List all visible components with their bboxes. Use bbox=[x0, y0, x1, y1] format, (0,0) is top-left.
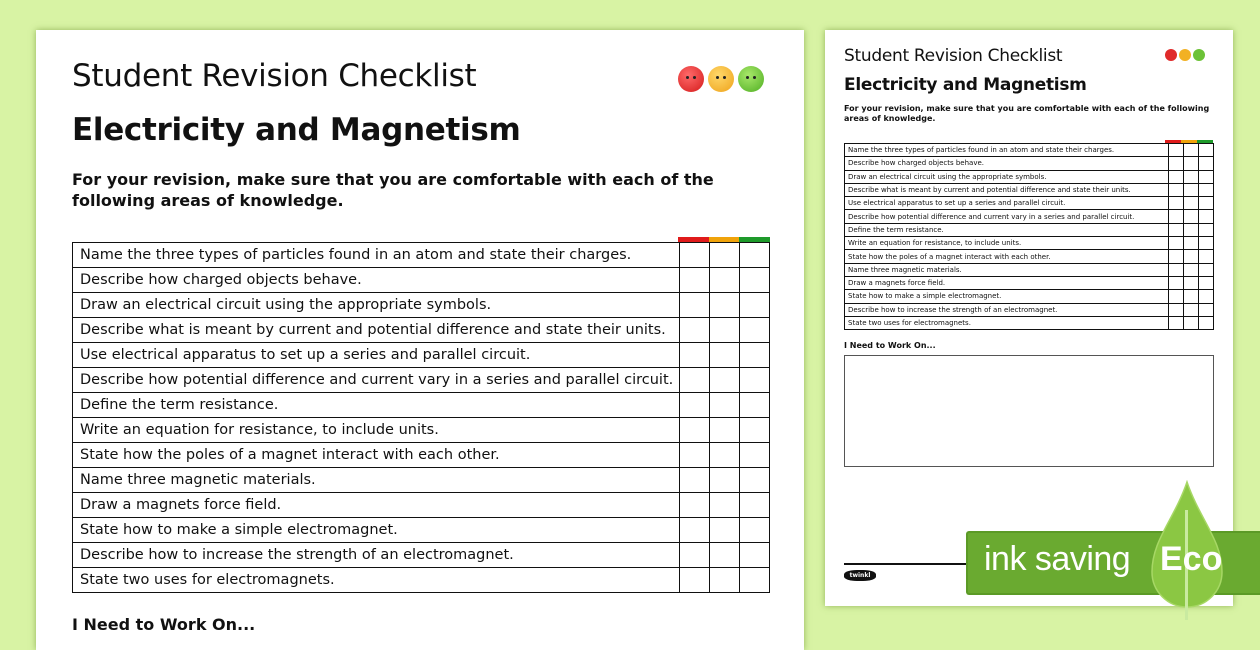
rating-cell-amber[interactable] bbox=[1184, 183, 1199, 196]
rating-cell-amber[interactable] bbox=[710, 243, 740, 268]
table-row bbox=[845, 210, 1214, 223]
intro-text: For your revision, make sure that you are comfortable with each of the following areas of knowledge. bbox=[72, 170, 714, 210]
checklist-statement: Draw a magnets force field. bbox=[845, 276, 1169, 289]
table-row bbox=[73, 318, 770, 343]
rating-cell-green[interactable] bbox=[1199, 263, 1214, 276]
document-page-preview-large bbox=[36, 30, 804, 650]
rating-cell-amber[interactable] bbox=[1184, 290, 1199, 303]
rating-cell-red[interactable] bbox=[680, 293, 710, 318]
rating-cell-red[interactable] bbox=[1169, 144, 1184, 157]
rating-cell-green[interactable] bbox=[1199, 170, 1214, 183]
page-title: Student Revision Checklist bbox=[72, 58, 477, 94]
work-on-label: I Need to Work On... bbox=[72, 615, 256, 634]
checklist-statement: Describe how charged objects behave. bbox=[73, 268, 680, 293]
table-row bbox=[845, 303, 1214, 316]
rating-cell-amber[interactable] bbox=[1184, 263, 1199, 276]
checklist-statement: Draw an electrical circuit using the appropriate symbols. bbox=[73, 293, 680, 318]
table-row bbox=[73, 568, 770, 593]
rating-cell-amber[interactable] bbox=[710, 518, 740, 543]
ink-saving-label: ink saving bbox=[984, 540, 1131, 578]
rating-cell-red[interactable] bbox=[680, 568, 710, 593]
table-row bbox=[845, 223, 1214, 236]
rating-cell-green[interactable] bbox=[740, 343, 770, 368]
rating-cell-red[interactable] bbox=[1169, 170, 1184, 183]
rating-cell-red[interactable] bbox=[1169, 276, 1184, 289]
rating-cell-red[interactable] bbox=[1169, 223, 1184, 236]
rating-faces bbox=[678, 66, 764, 92]
rating-cell-green[interactable] bbox=[740, 393, 770, 418]
table-row bbox=[845, 144, 1214, 157]
rating-cell-red[interactable] bbox=[680, 493, 710, 518]
table-row bbox=[845, 157, 1214, 170]
rating-cell-red[interactable] bbox=[680, 518, 710, 543]
rating-cell-red[interactable] bbox=[680, 393, 710, 418]
rating-cell-amber[interactable] bbox=[710, 568, 740, 593]
rating-cell-amber[interactable] bbox=[710, 318, 740, 343]
footer-line bbox=[844, 563, 974, 565]
rating-cell-red[interactable] bbox=[1169, 316, 1184, 329]
rating-cell-red[interactable] bbox=[680, 543, 710, 568]
work-on-box[interactable] bbox=[844, 355, 1214, 467]
table-row bbox=[73, 443, 770, 468]
rating-cell-red[interactable] bbox=[680, 418, 710, 443]
rating-cell-amber[interactable] bbox=[710, 468, 740, 493]
checklist-statement: Describe how potential difference and current vary in a series and parallel circuit. bbox=[845, 210, 1169, 223]
rating-cell-green[interactable] bbox=[740, 293, 770, 318]
rating-cell-green[interactable] bbox=[740, 568, 770, 593]
table-row bbox=[73, 243, 770, 268]
neutral-face-icon bbox=[1179, 49, 1191, 61]
rating-cell-amber[interactable] bbox=[710, 443, 740, 468]
rating-cell-green[interactable] bbox=[740, 468, 770, 493]
table-row bbox=[845, 290, 1214, 303]
page-subtitle-small: Electricity and Magnetism bbox=[844, 75, 1087, 95]
table-row bbox=[73, 393, 770, 418]
rating-cell-amber[interactable] bbox=[1184, 316, 1199, 329]
rating-cell-green[interactable] bbox=[1199, 276, 1214, 289]
table-row bbox=[845, 316, 1214, 329]
checklist-statement: State how to make a simple electromagnet. bbox=[73, 518, 680, 543]
rating-cell-red[interactable] bbox=[1169, 290, 1184, 303]
rating-cell-red[interactable] bbox=[680, 343, 710, 368]
happy-face-icon bbox=[738, 66, 764, 92]
checklist-statement: Define the term resistance. bbox=[73, 393, 680, 418]
rating-cell-green[interactable] bbox=[740, 368, 770, 393]
checklist-statement: Use electrical apparatus to set up a series and parallel circuit. bbox=[845, 197, 1169, 210]
rating-faces-small bbox=[1165, 49, 1205, 61]
rating-cell-amber[interactable] bbox=[710, 343, 740, 368]
rating-cell-red[interactable] bbox=[680, 443, 710, 468]
rating-cell-green[interactable] bbox=[740, 418, 770, 443]
table-row bbox=[845, 250, 1214, 263]
checklist-statement: Name the three types of particles found in an atom and state their charges. bbox=[845, 144, 1169, 157]
checklist-statement: Draw a magnets force field. bbox=[73, 493, 680, 518]
rating-cell-red[interactable] bbox=[680, 243, 710, 268]
rating-cell-red[interactable] bbox=[1169, 303, 1184, 316]
table-row bbox=[73, 268, 770, 293]
table-row bbox=[73, 518, 770, 543]
checklist-statement: Define the term resistance. bbox=[845, 223, 1169, 236]
rating-cell-amber[interactable] bbox=[1184, 210, 1199, 223]
rating-cell-amber[interactable] bbox=[1184, 157, 1199, 170]
neutral-face-icon bbox=[708, 66, 734, 92]
rating-cell-green[interactable] bbox=[1199, 316, 1214, 329]
checklist-statement: Write an equation for resistance, to include units. bbox=[73, 418, 680, 443]
rating-cell-amber[interactable] bbox=[1184, 223, 1199, 236]
checklist-statement: Name the three types of particles found in an atom and state their charges. bbox=[73, 243, 680, 268]
rating-cell-amber[interactable] bbox=[710, 293, 740, 318]
rating-cell-red[interactable] bbox=[680, 368, 710, 393]
rating-cell-red[interactable] bbox=[680, 468, 710, 493]
rating-cell-amber[interactable] bbox=[1184, 276, 1199, 289]
rating-cell-red[interactable] bbox=[1169, 263, 1184, 276]
checklist-statement: State how the poles of a magnet interact with each other. bbox=[845, 250, 1169, 263]
checklist-statement: Name three magnetic materials. bbox=[73, 468, 680, 493]
checklist-statement: State two uses for electromagnets. bbox=[73, 568, 680, 593]
rating-cell-amber[interactable] bbox=[1184, 170, 1199, 183]
rating-cell-red[interactable] bbox=[680, 268, 710, 293]
rating-cell-green[interactable] bbox=[740, 268, 770, 293]
table-row bbox=[845, 170, 1214, 183]
rating-cell-green[interactable] bbox=[740, 443, 770, 468]
rating-cell-amber[interactable] bbox=[1184, 250, 1199, 263]
checklist-statement: Describe what is meant by current and potential difference and state their units. bbox=[73, 318, 680, 343]
intro-text-small: For your revision, make sure that you are comfortable with each of the following areas of knowledge. bbox=[844, 104, 1210, 124]
twinkl-logo: twinkl bbox=[844, 570, 876, 581]
rating-cell-amber[interactable] bbox=[710, 418, 740, 443]
rating-cell-green[interactable] bbox=[1199, 183, 1214, 196]
rating-cell-green[interactable] bbox=[1199, 157, 1214, 170]
checklist-statement: Write an equation for resistance, to include units. bbox=[845, 237, 1169, 250]
rating-cell-amber[interactable] bbox=[710, 493, 740, 518]
checklist-statement: State how the poles of a magnet interact with each other. bbox=[73, 443, 680, 468]
checklist-statement: State how to make a simple electromagnet. bbox=[845, 290, 1169, 303]
work-on-label-small: I Need to Work On... bbox=[844, 341, 936, 350]
rating-cell-red[interactable] bbox=[1169, 237, 1184, 250]
table-row bbox=[845, 263, 1214, 276]
rating-cell-red[interactable] bbox=[1169, 210, 1184, 223]
rating-cell-green[interactable] bbox=[740, 518, 770, 543]
eco-label: Eco bbox=[1160, 540, 1223, 578]
table-row bbox=[73, 293, 770, 318]
table-row bbox=[73, 343, 770, 368]
happy-face-icon bbox=[1193, 49, 1205, 61]
rating-cell-green[interactable] bbox=[1199, 303, 1214, 316]
revision-checklist-table bbox=[72, 242, 770, 593]
table-row bbox=[845, 276, 1214, 289]
rating-cell-red[interactable] bbox=[680, 318, 710, 343]
rating-cell-green[interactable] bbox=[1199, 250, 1214, 263]
rating-cell-green[interactable] bbox=[740, 543, 770, 568]
checklist-statement: Describe how to increase the strength of an electromagnet. bbox=[845, 303, 1169, 316]
rating-cell-red[interactable] bbox=[1169, 183, 1184, 196]
checklist-statement: Describe how to increase the strength of an electromagnet. bbox=[73, 543, 680, 568]
rating-cell-green[interactable] bbox=[740, 243, 770, 268]
table-row bbox=[73, 368, 770, 393]
sad-face-icon bbox=[1165, 49, 1177, 61]
rating-cell-amber[interactable] bbox=[1184, 237, 1199, 250]
checklist-statement: State two uses for electromagnets. bbox=[845, 316, 1169, 329]
page-subtitle: Electricity and Magnetism bbox=[72, 112, 521, 148]
rating-cell-green[interactable] bbox=[1199, 197, 1214, 210]
table-row bbox=[73, 468, 770, 493]
checklist-statement: Describe how potential difference and current vary in a series and parallel circuit. bbox=[73, 368, 680, 393]
table-row bbox=[73, 543, 770, 568]
table-row bbox=[845, 237, 1214, 250]
table-row bbox=[73, 493, 770, 518]
rating-cell-green[interactable] bbox=[1199, 144, 1214, 157]
page-title-small: Student Revision Checklist bbox=[844, 46, 1063, 66]
checklist-statement: Describe how charged objects behave. bbox=[845, 157, 1169, 170]
rating-cell-green[interactable] bbox=[1199, 290, 1214, 303]
rating-cell-amber[interactable] bbox=[1184, 144, 1199, 157]
table-row bbox=[845, 197, 1214, 210]
rating-cell-green[interactable] bbox=[1199, 210, 1214, 223]
rating-cell-amber[interactable] bbox=[710, 393, 740, 418]
sad-face-icon bbox=[678, 66, 704, 92]
rating-cell-green[interactable] bbox=[740, 493, 770, 518]
checklist-statement: Draw an electrical circuit using the appropriate symbols. bbox=[845, 170, 1169, 183]
checklist-statement: Describe what is meant by current and potential difference and state their units. bbox=[845, 183, 1169, 196]
checklist-statement: Use electrical apparatus to set up a series and parallel circuit. bbox=[73, 343, 680, 368]
rating-cell-amber[interactable] bbox=[1184, 197, 1199, 210]
revision-checklist-table-small bbox=[844, 143, 1214, 330]
rating-cell-amber[interactable] bbox=[710, 368, 740, 393]
table-row bbox=[73, 418, 770, 443]
rating-cell-amber[interactable] bbox=[1184, 303, 1199, 316]
rating-cell-green[interactable] bbox=[1199, 223, 1214, 236]
rating-cell-red[interactable] bbox=[1169, 197, 1184, 210]
checklist-statement: Name three magnetic materials. bbox=[845, 263, 1169, 276]
table-row bbox=[845, 183, 1214, 196]
rating-cell-red[interactable] bbox=[1169, 157, 1184, 170]
rating-cell-red[interactable] bbox=[1169, 250, 1184, 263]
rating-cell-amber[interactable] bbox=[710, 543, 740, 568]
rating-cell-green[interactable] bbox=[1199, 237, 1214, 250]
rating-cell-amber[interactable] bbox=[710, 268, 740, 293]
rating-cell-green[interactable] bbox=[740, 318, 770, 343]
